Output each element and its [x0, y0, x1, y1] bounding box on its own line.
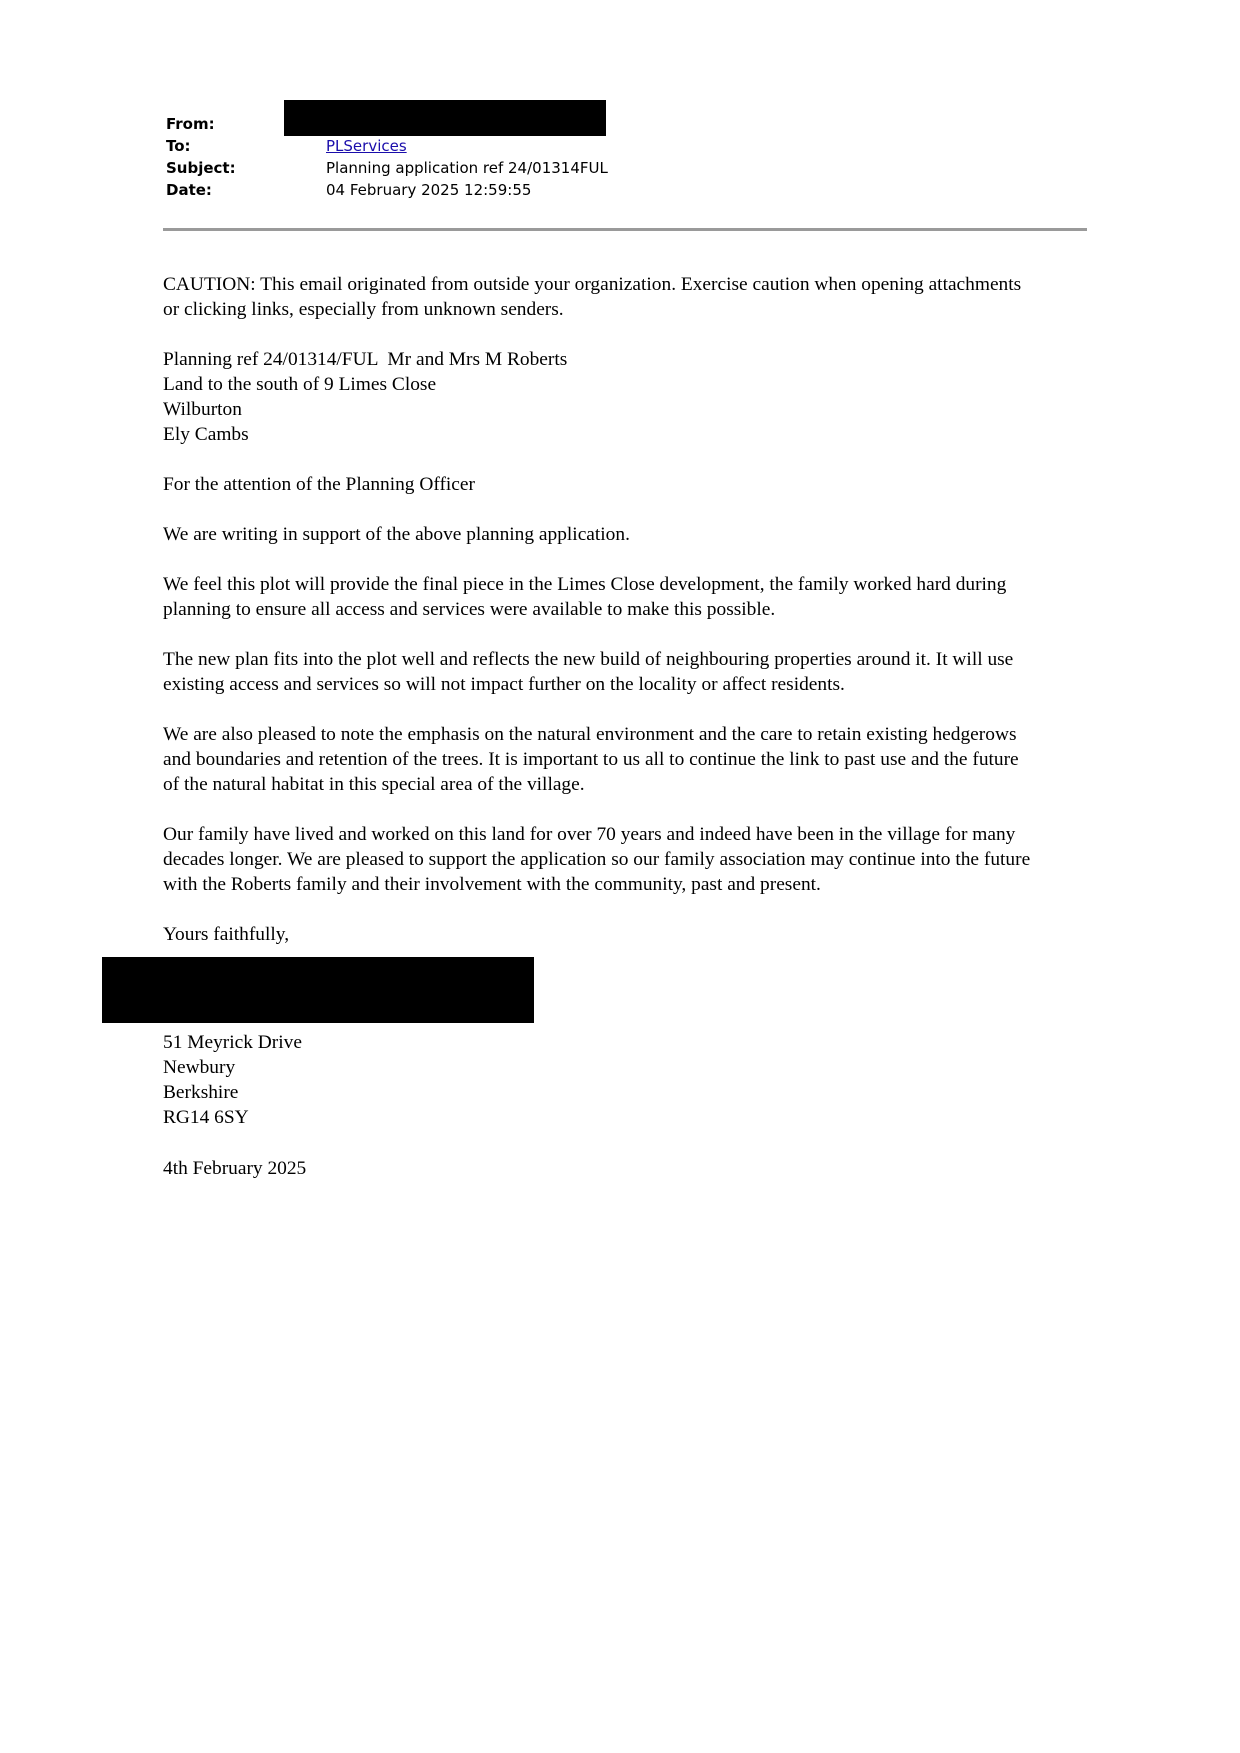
from-row: [166, 113, 1086, 135]
reference-line: Planning ref 24/01314/FUL Mr and Mrs M Roberts: [163, 349, 568, 370]
caution-line: CAUTION: This email originated from outside your organization. Exercise caution when opening attachments: [163, 274, 1022, 295]
email-header: [166, 113, 1086, 201]
reference-line: Ely Cambs: [163, 424, 249, 445]
address-line: Newbury: [163, 1057, 236, 1078]
caution-line: or clicking links, especially from unknown senders.: [163, 299, 564, 320]
closing: [163, 922, 1093, 947]
paragraph-line: We are also pleased to note the emphasis on the natural environment and the care to retain existing hedgerows: [163, 724, 1017, 745]
caution-notice: [163, 272, 1093, 322]
from-label: From:: [166, 115, 215, 133]
paragraph-line: of the natural habitat in this special area of the village.: [163, 774, 585, 795]
reference-block: [163, 347, 1093, 447]
reference-line: Land to the south of 9 Limes Close: [163, 374, 437, 395]
header-divider: [163, 228, 1087, 231]
date-row: [166, 179, 1086, 201]
date-value: 04 February 2025 12:59:55: [326, 181, 532, 199]
paragraph-line: The new plan fits into the plot well and reflects the new build of neighbouring properties around it. It will use: [163, 649, 1014, 670]
to-label: To:: [166, 137, 191, 155]
paragraph-final-piece: [163, 572, 1093, 622]
paragraph-line: We feel this plot will provide the final piece in the Limes Close development, the family worked hard during: [163, 574, 1007, 595]
paragraph-line: decades longer. We are pleased to support the application so our family association may continue into the future: [163, 849, 1031, 870]
to-row: [166, 135, 1086, 157]
email-body: [163, 272, 1093, 972]
paragraph-environment: [163, 722, 1093, 797]
closing-text: Yours faithfully,: [163, 924, 290, 945]
paragraph-new-plan: [163, 647, 1093, 697]
paragraph-family-history: [163, 822, 1093, 897]
attention-line: [163, 472, 1093, 497]
paragraph-line: planning to ensure all access and services were available to make this possible.: [163, 599, 776, 620]
address-line: 51 Meyrick Drive: [163, 1032, 302, 1053]
support-statement: [163, 522, 1093, 547]
address-line: Berkshire: [163, 1082, 239, 1103]
reference-line: Wilburton: [163, 399, 242, 420]
paragraph-line: existing access and services so will not impact further on the locality or affect residents.: [163, 674, 845, 695]
signature-redaction: [102, 957, 534, 1023]
subject-value: Planning application ref 24/01314FUL: [326, 159, 608, 177]
address-line: RG14 6SY: [163, 1107, 249, 1128]
paragraph-line: and boundaries and retention of the trees. It is important to us all to continue the link to past use and the future: [163, 749, 1019, 770]
from-redaction: [284, 100, 606, 136]
subject-label: Subject:: [166, 159, 236, 177]
paragraph-line: with the Roberts family and their involvement with the community, past and present.: [163, 874, 821, 895]
sender-address: [163, 1030, 302, 1130]
subject-row: [166, 157, 1086, 179]
attention-text: For the attention of the Planning Officer: [163, 474, 475, 495]
support-text: We are writing in support of the above planning application.: [163, 524, 630, 545]
letter-date: 4th February 2025: [163, 1158, 307, 1179]
paragraph-line: Our family have lived and worked on this land for over 70 years and indeed have been in the village for many: [163, 824, 1016, 845]
to-link[interactable]: PLServices: [326, 137, 407, 155]
date-label: Date:: [166, 181, 212, 199]
